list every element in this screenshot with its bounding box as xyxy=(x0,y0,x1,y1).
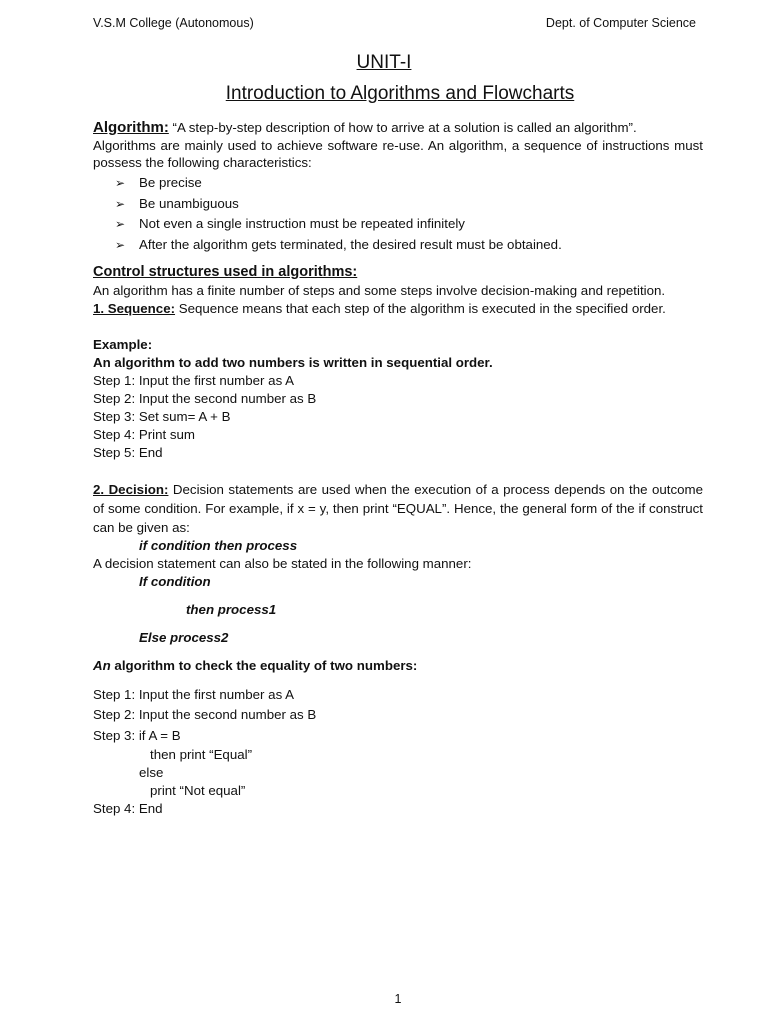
list-item: ➢ Be unambiguous xyxy=(115,194,703,215)
header-department: Dept. of Computer Science xyxy=(545,16,696,30)
example-step: Step 4: Print sum xyxy=(93,426,195,442)
decision-alt-text: A decision statement can also be stated in the following manner: xyxy=(93,555,472,571)
example-step: Step 5: End xyxy=(93,444,163,460)
sequence-text: Sequence means that each step of the algorithm is executed in the specified order. xyxy=(175,300,666,316)
algorithm-definition-text: “A step-by-step description of how to arrive at a solution is called an algorithm”. xyxy=(168,120,637,135)
example2-print-not-equal: print “Not equal” xyxy=(150,783,246,798)
page-number: 1 xyxy=(394,992,402,1006)
sequence-label: 1. Sequence: xyxy=(93,300,176,316)
control-structures-heading: Control structures used in algorithms: xyxy=(93,264,358,280)
example2-title: An algorithm to check the equality of two numbers: xyxy=(93,657,418,673)
algorithm-description: Algorithms are mainly used to achieve software re-use. An algorithm, a sequence of instructions must possess the following characteristics: xyxy=(93,138,703,170)
list-item: ➢ After the algorithm gets terminated, the desired result must be obtained. xyxy=(115,235,703,256)
page-title: Introduction to Algorithms and Flowcharts xyxy=(225,83,575,104)
decision-form-if: If condition xyxy=(139,573,211,589)
decision-form-else: Else process2 xyxy=(139,629,229,645)
decision-text: Decision statements are used when the execution of a process depends on the outcome of some condition. For example, if x = y, then print “EQUAL”. Hence, the general form of the if construct can be given as: xyxy=(93,481,703,535)
arrow-bullet-icon: ➢ xyxy=(115,237,126,252)
example-step: Step 3: Set sum= A + B xyxy=(93,408,231,424)
example-label: Example: xyxy=(93,336,153,352)
header-college: V.S.M College (Autonomous) xyxy=(93,16,254,30)
example2-step: Step 1: Input the first number as A xyxy=(93,686,295,702)
characteristics-list xyxy=(93,173,703,255)
arrow-bullet-icon: ➢ xyxy=(115,196,126,211)
algorithm-definition xyxy=(93,118,703,137)
decision-paragraph xyxy=(93,480,703,537)
sequence-paragraph xyxy=(93,300,703,318)
example2-step: Step 3: if A = B xyxy=(93,727,181,743)
list-item: ➢ Be precise xyxy=(115,173,703,194)
unit-heading: UNIT-I xyxy=(356,52,412,73)
example2-step: Step 2: Input the second number as B xyxy=(93,707,317,722)
control-intro: An algorithm has a finite number of steps and some steps involve decision-making and repetition. xyxy=(93,283,666,298)
example2-then-line: then print “Equal” xyxy=(150,747,252,762)
example2-step: Step 4: End xyxy=(93,801,163,816)
list-item: ➢ Not even a single instruction must be repeated infinitely xyxy=(115,214,703,235)
decision-label: 2. Decision: xyxy=(93,481,169,497)
example2-else-line: else xyxy=(139,765,164,780)
example-step: Step 1: Input the first number as A xyxy=(93,372,295,388)
decision-form-1: if condition then process xyxy=(139,537,298,553)
algorithm-heading: Algorithm: xyxy=(93,119,169,136)
decision-form-then: then process1 xyxy=(186,601,277,617)
example-step: Step 2: Input the second number as B xyxy=(93,390,317,406)
arrow-bullet-icon: ➢ xyxy=(115,176,126,190)
example-title: An algorithm to add two numbers is written in sequential order. xyxy=(93,354,493,370)
arrow-bullet-icon: ➢ xyxy=(115,217,126,231)
document-body xyxy=(93,118,703,818)
